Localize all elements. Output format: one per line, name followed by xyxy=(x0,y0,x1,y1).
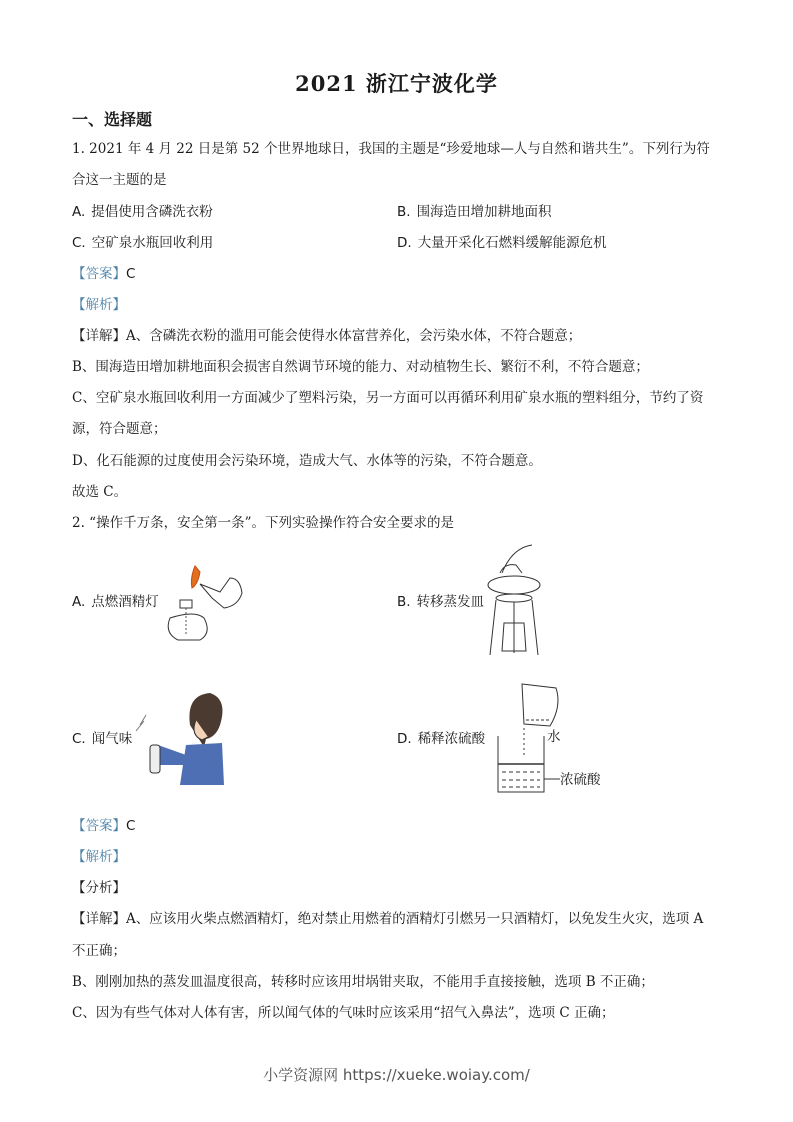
q2-analysis-sub-label: 【分析】 xyxy=(72,880,126,896)
q2-detail-line: C、因为有些气体对人体有害，所以闻气体的气味时应该采用“招气入鼻法”，选项 C 正确； xyxy=(72,1005,615,1021)
q2-detail-line: 【详解】A、应该用火柴点燃酒精灯，绝对禁止用燃着的酒精灯引燃另一只酒精灯，以免发生火灾，选项 A xyxy=(72,911,704,927)
q2-option-b: B. 转移蒸发皿 xyxy=(397,594,485,610)
smelling-gas-figure xyxy=(120,685,230,785)
q1-stem-line1: 1. 2021 年 4 月 22 日是第 52 个世界地球日，我国的主题是“珍爱地球—人与自然和谐共生”。下列行为符 xyxy=(72,141,710,157)
q1-option-c: C. 空矿泉水瓶回收利用 xyxy=(72,235,214,251)
q1-detail-line: 源，符合题意； xyxy=(72,421,167,437)
q2-option-d: D. 稀释浓硫酸 xyxy=(397,731,486,747)
q2-option-c: C. 闻气味 xyxy=(72,731,133,747)
q1-option-b: B. 围海造田增加耕地面积 xyxy=(397,204,552,220)
acid-label: 浓硫酸 xyxy=(560,772,601,788)
water-label: 水 xyxy=(547,729,561,745)
q1-detail-line: 【详解】A、含磷洗衣粉的滥用可能会使得水体富营养化，会污染水体，不符合题意； xyxy=(72,328,582,344)
q1-stem-line2: 合这一主题的是 xyxy=(72,172,167,188)
alcohol-lamp-lighting-figure xyxy=(150,558,250,648)
q2-option-a: A. 点燃酒精灯 xyxy=(72,594,159,610)
q1-detail-line: D、化石能源的过度使用会污染环境，造成大气、水体等的污染，不符合题意。 xyxy=(72,453,542,469)
q1-analysis-label: 【解析】 xyxy=(72,297,126,313)
q1-detail-line: C、空矿泉水瓶回收利用一方面减少了塑料污染，另一方面可以再循环利用矿泉水瓶的塑料组分，节约了资 xyxy=(72,390,704,406)
q1-option-d: D. 大量开采化石燃料缓解能源危机 xyxy=(397,235,607,251)
q1-conclusion: 故选 C。 xyxy=(72,484,128,500)
q2-answer: 【答案】C xyxy=(72,818,136,834)
section-heading: 一、选择题 xyxy=(72,110,153,129)
q1-answer: 【答案】C xyxy=(72,266,136,282)
document-title: 2021 浙江宁波化学 xyxy=(295,71,498,96)
q2-detail-line: B、刚刚加热的蒸发皿温度很高，转移时应该用坩埚钳夹取，不能用手直接接触，选项 B 不正确； xyxy=(72,974,654,990)
q2-analysis-label: 【解析】 xyxy=(72,849,126,865)
q1-option-a: A. 提倡使用含磷洗衣粉 xyxy=(72,204,213,220)
q1-detail-line: B、围海造田增加耕地面积会损害自然调节环境的能力、对动植物生长、繁衍不利，不符合题意； xyxy=(72,359,649,375)
footer-watermark: 小学资源网 https://xueke.woiay.com/ xyxy=(263,1066,530,1084)
q2-stem: 2. “操作千万条，安全第一条”。下列实验操作符合安全要求的是 xyxy=(72,515,454,531)
q2-detail-line: 不正确； xyxy=(72,943,126,959)
evaporating-dish-transfer-figure xyxy=(482,543,552,661)
